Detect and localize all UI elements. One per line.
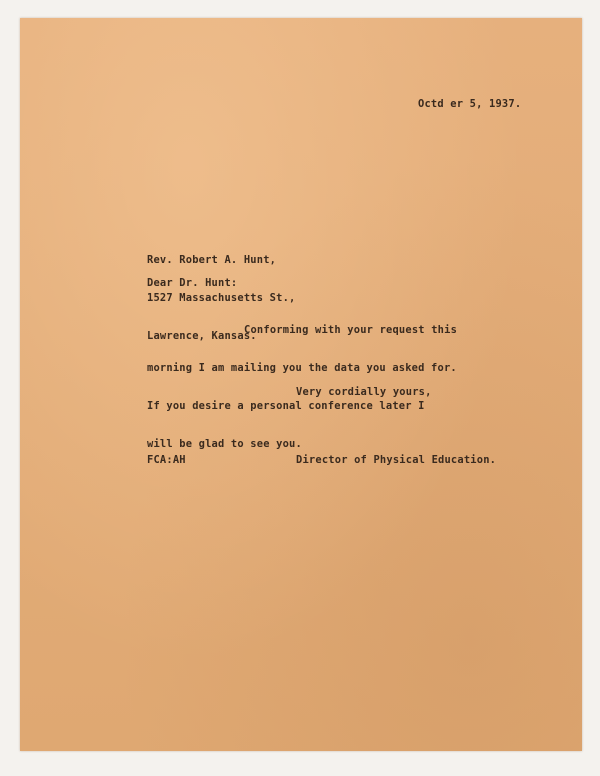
reference-initials: FCA:AH [147, 454, 186, 466]
body-line: If you desire a personal conference later I [147, 399, 425, 412]
body-line: Conforming with your request this [244, 324, 458, 337]
letter-page [20, 18, 582, 751]
salutation: Dear Dr. Hunt: [147, 277, 238, 289]
recipient-name: Rev. Robert A. Hunt, [147, 254, 277, 267]
recipient-city: Lawrence, Kansas. [147, 329, 257, 342]
signature-title: Director of Physical Education. [296, 454, 497, 466]
recipient-street: 1527 Massachusetts St., [147, 291, 296, 304]
body-line: will be glad to see you. [147, 437, 302, 450]
complimentary-closing: Very cordially yours, [296, 386, 432, 398]
body-line: morning I am mailing you the data you asked for. [147, 361, 457, 374]
letter-date: Octd er 5, 1937. [418, 98, 522, 110]
